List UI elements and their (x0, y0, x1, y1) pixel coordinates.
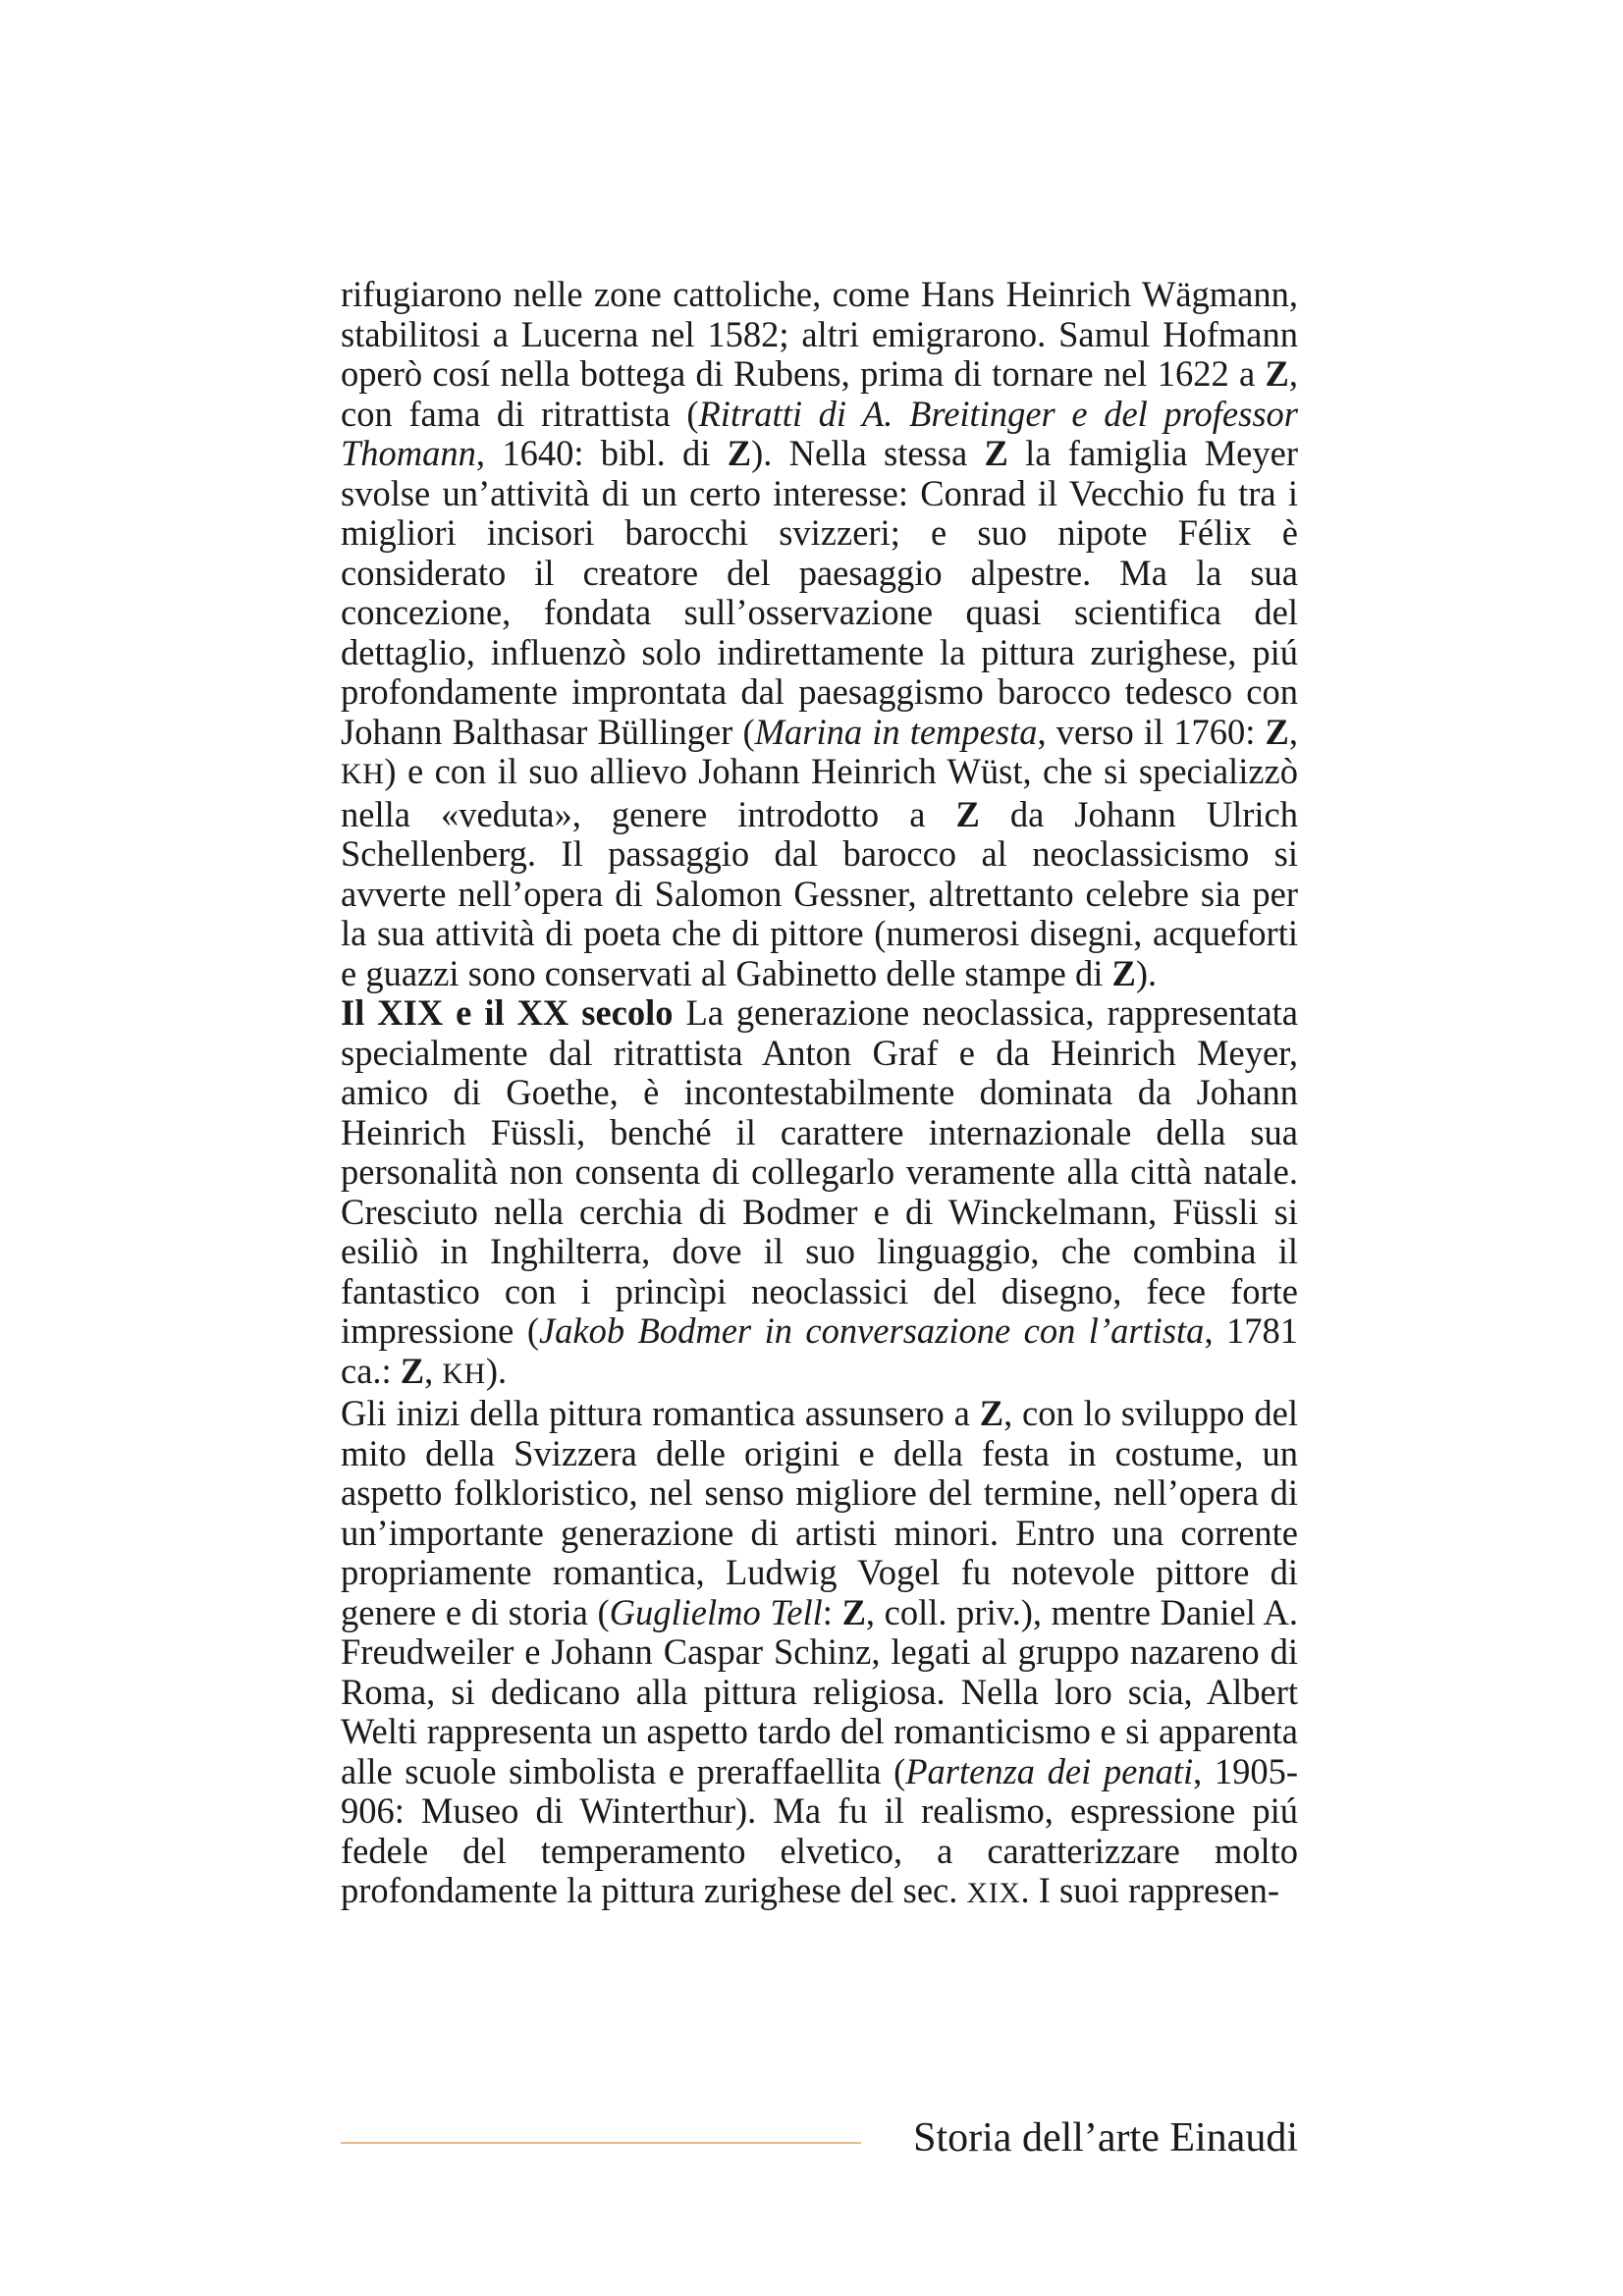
artwork-title: Jakob Bodmer in conversazione con l’artista (538, 1310, 1205, 1351)
city-abbreviation: Z (841, 1591, 866, 1632)
footer-publication-title: Storia dell’arte Einaudi (913, 2115, 1298, 2161)
text-run: , 1640: bibl. di (475, 433, 728, 473)
paragraph (341, 275, 1298, 993)
text-run: : (822, 1591, 842, 1632)
city-abbreviation: Z (984, 433, 1008, 473)
text-run: , (424, 1350, 443, 1391)
text-run: la famiglia Meyer svolse un’attività di un certo interesse: Conrad il Vecchio fu tra i migliori incisori barocchi svizzeri; e suo nipote Félix è considerato il creatore del paesaggio alpestre. Ma la sua concezione, fondata sull’osservazione quasi scientifica del dettaglio, influenzò solo indirettamente la pittura zurighese, piú profondamente improntata dal paesaggismo barocco tedesco con Johann Balthasar Büllinger ( (341, 433, 1298, 752)
city-abbreviation: Z (1265, 711, 1289, 752)
text-run: , verso il 1760: (1037, 711, 1266, 752)
city-abbreviation: Z (1111, 952, 1136, 993)
small-caps-text: KH (341, 758, 385, 790)
artwork-title: Partenza dei penati (905, 1750, 1194, 1791)
artwork-title: Ritratti di A. Breitinger e del professor Thomann (341, 393, 1298, 473)
city-abbreviation: Z (979, 1393, 1004, 1433)
text-run: . I suoi rappresen- (1020, 1870, 1280, 1910)
text-run: Gli inizi della pittura romantica assunsero a (341, 1393, 980, 1433)
footer-rule (341, 2142, 861, 2144)
text-run: ). (485, 1350, 508, 1391)
city-abbreviation: Z (400, 1350, 425, 1391)
small-caps-text: XIX (966, 1877, 1021, 1909)
artwork-title: Guglielmo Tell (609, 1591, 823, 1632)
text-run: ). (1135, 952, 1158, 993)
text-run: ) e con il suo allievo Johann Heinrich Wüst, che si specializzò nella «veduta», genere introdotto a (341, 751, 1298, 834)
section-heading: Il XIX e il XX secolo (341, 992, 674, 1033)
text-run: , (1288, 711, 1298, 752)
text-run: ). Nella stessa (751, 433, 985, 473)
article-body (341, 275, 1298, 1914)
text-run: , coll. priv.), mentre Daniel A. Freudweiler e Johann Caspar Schinz, legati al gruppo nazareno di Roma, si dedicano alla pittura religiosa. Nella loro scia, Albert Welti rappresenta un aspetto tardo del romanticismo e si apparenta alle scuole simbolista e preraffaellita ( (341, 1591, 1298, 1791)
text-run: , 1905-906: Museo di Winterthur). Ma fu il realismo, espressione piú fedele del temperamento elvetico, a caratterizzare molto profondamente la pittura zurighese del sec. (341, 1750, 1299, 1910)
text-run: La generazione neoclassica, rappresentata specialmente dal ritrattista Anton Graf e da Heinrich Meyer, amico di Goethe, è incontestabilmente dominata da Johann Heinrich Füssli, benché il carattere internazionale della sua personalità non consenta di collegarlo veramente alla città natale. Cresciuto nella cerchia di Bodmer e di Winckelmann, Füssli si esiliò in Inghilterra, dove il suo linguaggio, che combina il fantastico con i princìpi neoclassici del disegno, fece forte impressione ( (341, 992, 1298, 1351)
artwork-title: Marina in tempesta (754, 711, 1038, 752)
text-run: , con fama di ritrattista ( (341, 353, 1298, 434)
city-abbreviation: Z (955, 793, 980, 834)
city-abbreviation: Z (1265, 353, 1289, 394)
text-run: rifugiarono nelle zone cattoliche, come Hans Heinrich Wägmann, stabilitosi a Lucerna nel 1582; altri emigrarono. Samul Hofmann operò cosí nella bottega di Rubens, prima di tornare nel 1622 a (341, 274, 1298, 394)
small-caps-text: KH (442, 1357, 486, 1390)
text-run: da Johann Ulrich Schellenberg. Il passaggio dal barocco al neoclassicismo si avverte nell’opera di Salomon Gessner, altrettanto celebre sia per la sua attività di poeta che di pittore (numerosi disegni, acqueforti e guazzi sono conservati al Gabinetto delle stampe di (341, 793, 1298, 993)
text-run: , 1781 ca.: (341, 1310, 1299, 1391)
text-run: , con lo sviluppo del mito della Svizzera delle origini e della festa in costume, un aspetto folkloristico, nel senso migliore del termine, nell’opera di un’importante generazione di artisti minori. Entro una corrente propriamente romantica, Ludwig Vogel fu notevole pittore di genere e di storia ( (341, 1393, 1298, 1632)
paragraph (341, 1394, 1298, 1914)
city-abbreviation: Z (727, 433, 752, 473)
paragraph (341, 993, 1298, 1394)
